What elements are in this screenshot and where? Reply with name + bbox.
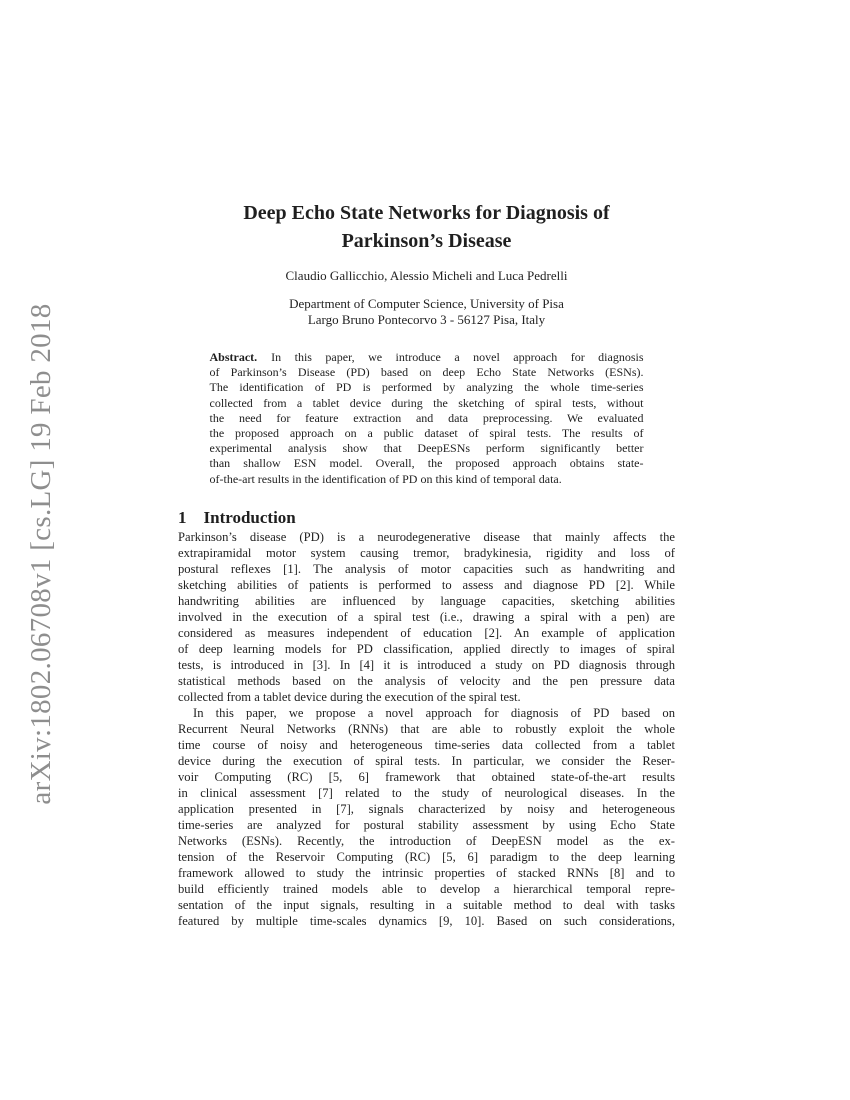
affiliation-line2: Largo Bruno Pontecorvo 3 - 56127 Pisa, Italy (307, 311, 546, 327)
abstract-label: Abstract. (209, 350, 258, 364)
paper-content (178, 199, 675, 929)
text-line: extrapiramidal motor system causing tremor, bradykinesia, rigidity and loss of (178, 545, 675, 560)
text-line: than shallow ESN model. Overall, the proposed approach obtains state- (209, 456, 644, 471)
paragraph-1 (178, 529, 675, 705)
text-line: time-series are analyzed for postural stability assessment by using Echo State (178, 817, 675, 832)
text-line: voir Computing (RC) [5, 6] framework that obtained state-of-the-art results (178, 769, 675, 784)
paper-title-line2: Parkinson’s Disease (341, 230, 512, 252)
text-line: handwriting abilities are influenced by language capacities, sketching abilities (178, 593, 675, 608)
text-line: the need for feature extraction and data preprocessing. We evaluated (209, 410, 644, 425)
text-line: of-the-art results in the identification of PD on this kind of temporal data. (209, 471, 562, 486)
paper-affiliation (178, 296, 675, 327)
arxiv-watermark: arXiv:1802.06708v1 [cs.LG] 19 Feb 2018 (25, 303, 57, 805)
text-line: Parkinson’s disease (PD) is a neurodegenerative disease that mainly affects the (178, 529, 675, 544)
text-line: The identification of PD is performed by analyzing the whole time-series (209, 380, 644, 395)
paper-authors: Claudio Gallicchio, Alessio Micheli and Luca Pedrelli (285, 268, 568, 283)
section-title: Introduction (203, 507, 296, 527)
paper-title (178, 199, 675, 255)
text-line: sketching abilities of patients is performed to assess and diagnose PD [2]. While (178, 577, 675, 592)
text-line: the proposed approach on a public dataset of spiral tests. The results of (209, 426, 644, 441)
text-line: considered as measures independent of education [2]. An example of application (178, 625, 675, 640)
paper-title-line1: Deep Echo State Networks for Diagnosis of (243, 202, 610, 224)
text-line: framework allowed to study the intrinsic properties of stacked RNNs [8] and to (178, 865, 675, 880)
text-line: Recurrent Neural Networks (RNNs) that are able to robustly exploit the whole (178, 721, 675, 736)
text-line: Networks (ESNs). Recently, the introduction of DeepESN model as the ex- (178, 833, 675, 848)
text-line: collected from a tablet device during the execution of the spiral test. (178, 689, 521, 704)
text-line: sentation of the input signals, resulting in a suitable method to deal with tasks (178, 897, 675, 912)
text-line: tension of the Reservoir Computing (RC) [5, 6] paradigm to the deep learning (178, 849, 675, 864)
text-line: of deep learning models for PD classification, applied directly to images of spiral (178, 641, 675, 656)
text-line: In this paper, we propose a novel approach for diagnosis of PD based on (193, 705, 675, 720)
paragraph-2 (178, 705, 675, 929)
text-line: tests, is introduced in [3]. In [4] it is introduced a study on PD diagnosis through (178, 657, 675, 672)
text-line: in clinical assessment [7] related to the study of neurological diseases. In the (178, 785, 675, 800)
text-line: device during the execution of spiral tests. In particular, we consider the Reser- (178, 753, 675, 768)
text-line: postural reflexes [1]. The analysis of motor capacities such as handwriting and (178, 561, 675, 576)
affiliation-line1: Department of Computer Science, University of Pisa (289, 296, 564, 311)
section-heading (178, 507, 675, 529)
section-number: 1 (178, 507, 187, 527)
text-line: involved in the execution of a spiral test (i.e., drawing a spiral with a pen) are (178, 609, 675, 624)
text-line: Abstract. In this paper, we introduce a novel approach for diagnosis (209, 350, 644, 364)
text-line: featured by multiple time-scales dynamics [9, 10]. Based on such considerations, (178, 913, 675, 928)
text-line: application presented in [7], signals characterized by noisy and heterogeneous (178, 801, 675, 816)
text-line: time course of noisy and heterogeneous time-series data collected from a tablet (178, 737, 675, 752)
text-line: build efficiently trained models able to develop a hierarchical temporal repre- (178, 881, 675, 896)
text-line: of Parkinson’s Disease (PD) based on deep Echo State Networks (ESNs). (209, 365, 644, 380)
text-line: experimental analysis show that DeepESNs perform significantly better (209, 441, 644, 456)
abstract-block (210, 350, 644, 487)
text-line: statistical methods based on the analysis of velocity and the pen pressure data (178, 673, 675, 688)
text-line: collected from a tablet device during the sketching of spiral tests, without (209, 395, 644, 410)
